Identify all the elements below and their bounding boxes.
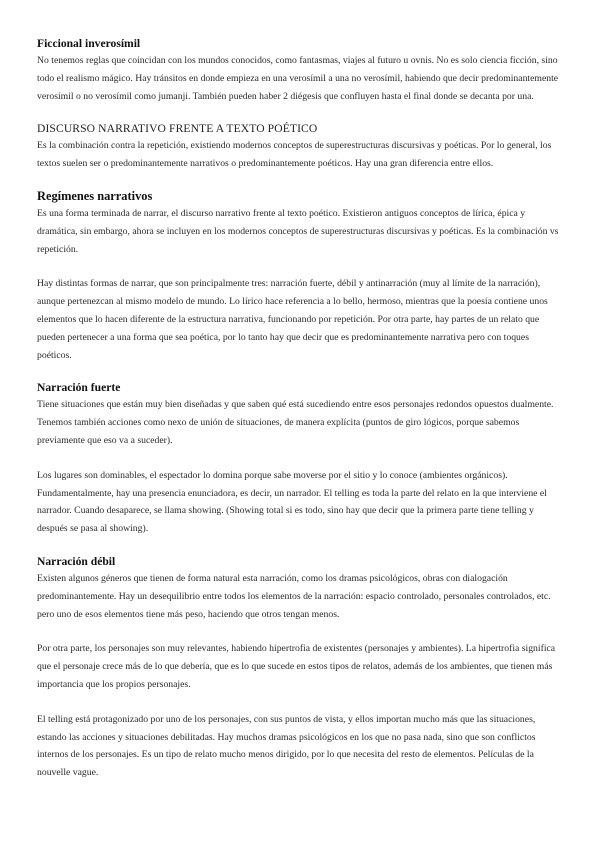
paragraph: No tenemos reglas que coincidan con los mundos conocidos, como fantasmas, viajes al futuro u ovnis. No es solo ciencia ficción, sino todo el realismo mágico. Hay tránsitos en donde empieza en una verosímil a una no verosímil, habiendo que decir predominantemente verosímil o no verosímil como jumanji. También pueden haber 2 diégesis que confluyen hasta el final donde se decanta por una. xyxy=(37,55,559,102)
section-discurso-narrativo xyxy=(37,121,564,173)
section-heading: Narración fuerte xyxy=(37,381,121,395)
paragraph: Existen algunos géneros que tienen de forma natural esta narración, como los dramas psicológicos, obras con dialogación predominantemente. Hay un desequilibrio entre todos los elementos de la narración: espacio controlado, personales controlados, etc. pero uno de esos elementos tiene más peso, haciendo que otros tengan menos. xyxy=(37,572,551,620)
paragraph: Es una forma terminada de narrar, el discurso narrativo frente al texto poético. Existieron antiguos conceptos de lírica, épica y dramática, sin embargo, ahora se incluyen en los modernos conceptos de superestructuras discursivas y poéticas. Es la combinación vs repetición. xyxy=(37,207,559,255)
section-narracion-debil xyxy=(37,554,564,782)
section-heading: Regímenes narrativos xyxy=(37,188,153,203)
paragraph: Por otra parte, los personajes son muy relevantes, habiendo hipertrofia de existentes (personajes y ambientes). La hipertrofia significa que el personaje crece más de lo que debería, que es lo que sucede en estos tipos de relatos, además de los ambientes, que tienen más importancia que los propios personajes. xyxy=(37,643,556,690)
section-narracion-fuerte xyxy=(37,380,564,538)
paragraph: Tiene situaciones que están muy bien diseñadas y que saben qué está sucediendo entre esos personajes redondos opuestos dualmente. Tenemos también acciones como nexo de unión de situaciones, de manera explícita (puntos de giro lógicos, porque sabemos previamente que eso va a suceder). xyxy=(37,399,554,446)
paragraph: Es la combinación contra la repetición, existiendo modernos conceptos de superestructuras discursivas y poéticas. Por lo general, los textos suelen ser o predominantemente narrativos o predominantemente poéticos. Hay una gran diferencia entre ellos. xyxy=(37,140,552,170)
paragraph: Los lugares son dominables, el espectador lo domina porque sabe moverse por el sitio y lo conoce (ambientes orgánicos). Fundamentalmente, hay una presencia enunciadora, es decir, un narrador. El telling es toda la parte del relato en la que interviene el narrador. Cuando desaparece, se llama showing. (Showing total si es todo, sino hay que decir que la primera parte tiene telling y después se pasa al showing). xyxy=(37,469,547,535)
section-regimenes-narrativos xyxy=(37,189,564,364)
paragraph: El telling está protagonizado por uno de los personajes, con sus puntos de vista, y ellos importan mucho más que las situaciones, estando las acciones y situaciones debilitadas. Hay muchos dramas psicológicos en los que no pasa nada, sino que son conflictos internos de los personajes. Es un tipo de relato mucho menos dirigido, por lo que necesita del resto de elementos. Películas de la nouvelle vague. xyxy=(37,713,536,779)
paragraph: Hay distintas formas de narrar, que son principalmente tres: narración fuerte, débil y antinarración (muy al límite de la narración), aunque pertenezcan al mismo modelo de mundo. Lo lírico hace referencia a lo bello, hermoso, mientras que la poesía contiene unos elementos que lo hacen diferente de la estructura narrativa, funcionando por repetición. Por otra parte, hay partes de un relato que pueden pertenecer a una forma que sea poética, por lo tanto hay que decir que es predominantemente narrativa pero con toques poéticos. xyxy=(37,278,548,361)
section-ficcional-inverosimil xyxy=(37,36,564,105)
section-heading: Ficcional inverosímil xyxy=(37,37,141,50)
section-heading: Narración débil xyxy=(37,554,116,568)
section-heading: DISCURSO NARRATIVO FRENTE A TEXTO POÉTICO xyxy=(37,122,318,136)
